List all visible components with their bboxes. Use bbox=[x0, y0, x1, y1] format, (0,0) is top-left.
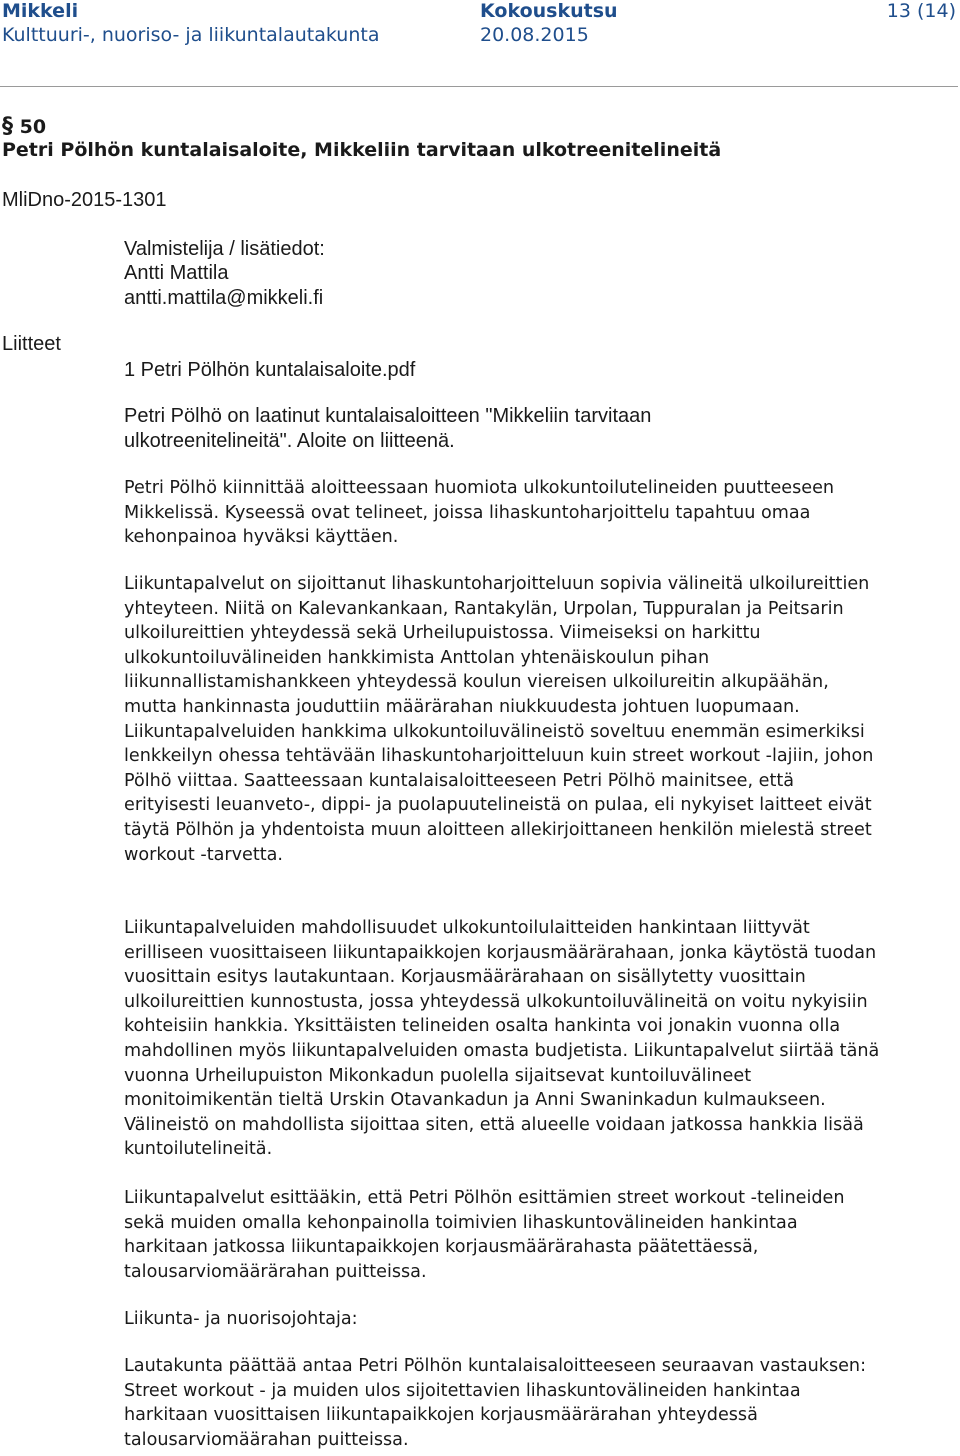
page-number: 13 (14) bbox=[886, 0, 956, 22]
attachment-item[interactable]: 1 Petri Pölhön kuntalaisaloite.pdf bbox=[124, 359, 416, 381]
paragraph-1: Petri Pölhö on laatinut kuntalaisaloitteen "Mikkeliin tarvitaan ulkotreenitelineitä". Aloite on liitteenä. bbox=[124, 405, 652, 452]
diary-number: MliDno-2015-1301 bbox=[2, 189, 167, 211]
meeting-date: 20.08.2015 bbox=[480, 24, 589, 46]
paragraph-3: Liikuntapalvelut on sijoittanut lihaskuntoharjoitteluun sopivia välineitä ulkoilureittien yhteyteen. Niitä on Kalevankankaan, Rantakylän, Urpolan, Tuppuralan ja Peitsarin ulkoilureittien yhteydessä sekä Urheilupuistossa. Viimeiseksi on harkittu ulkokuntoiluvälineiden hankkimista Anttolan yhtenäiskoulun pihan liikunnallistamishankkeen yhteydessä koulun viereisen ulkoilureitin alkupäähän, mutta hankinnasta jouduttiin määrärahan niukkuudesta johtuen luopumaan. Liikuntapalveluiden hankkima ulkokuntoiluvälineistö soveltuu enemmän esimerkiksi lenkkeilyn ohessa tehtävään lihaskuntoharjoitteluun kuin street workout -lajiin, johon Pölhö viittaa. Saatteessaan kuntalaisaloitteeseen Petri Pölhö mainitsee, että erityisesti leuanveto-, dippi- ja puolapuutelineistä on pulaa, eli nykyiset laitteet eivät täytä Pölhön ja yhdentoista muun aloitteen allekirjoittaneen henkilön mielestä street workout -tarvetta. bbox=[124, 574, 874, 865]
document-type: Kokouskutsu bbox=[480, 0, 618, 22]
header-divider bbox=[0, 86, 958, 87]
organization-name: Mikkeli bbox=[2, 0, 79, 22]
section-symbol: § bbox=[2, 114, 13, 139]
section-heading bbox=[2, 114, 46, 139]
preparer-name: Antti Mattila bbox=[124, 262, 229, 284]
committee-name: Kulttuuri-, nuoriso- ja liikuntalautakunta bbox=[2, 24, 380, 46]
section-number: 50 bbox=[19, 116, 47, 138]
preparer-label: Valmistelija / lisätiedot: bbox=[124, 238, 325, 260]
section-title: Petri Pölhön kuntalaisaloite, Mikkeliin tarvitaan ulkotreenitelineitä bbox=[2, 139, 722, 161]
preparer-email: antti.mattila@mikkeli.fi bbox=[124, 287, 324, 309]
paragraph-5: Liikuntapalvelut esittääkin, että Petri Pölhön esittämien street workout -telineiden sekä muiden omalla kehonpainolla toimivien lihaskuntovälineiden hankintaa harkitaan jatkossa liikuntapaikkojen korjausmäärärahasta päätettäessä, talousarviomäärärahan puitteissa. bbox=[124, 1188, 845, 1282]
paragraph-7-decision: Lautakunta päättää antaa Petri Pölhön kuntalaisaloitteeseen seuraavan vastauksen: Street workout - ja muiden ulos sijoitettavien lihaskuntovälineiden hankintaa harkitaan vuosittaisen liikuntapaikkojen korjausmäärärahan yhteydessä talousarviomäärahan puitteissa. bbox=[124, 1356, 867, 1450]
paragraph-2: Petri Pölhö kiinnittää aloitteessaan huomiota ulkokuntoilutelineiden puutteeseen Mikkelissä. Kyseessä ovat telineet, joissa lihaskuntoharjoittelu tapahtuu omaa kehonpainoa hyväksi käyttäen. bbox=[124, 478, 835, 548]
paragraph-4: Liikuntapalveluiden mahdollisuudet ulkokuntoilulaitteiden hankintaan liittyvät erilliseen vuosittaiseen liikuntapaikkojen korjausmäärärahaan, jonka käytöstä tuodan vuosittain esitys lautakuntaan. Korjausmäärärahaan on sisällytetty vuosittain ulkoilureittien kunnostusta, jossa yhteydessä ulkokuntoiluvälineitä on voitu nykyisiin kohteisiin hankkia. Yksittäisten telineiden osalta hankinta voi jonakin vuonna olla mahdollinen myös liikuntapalveluiden omasta budjetista. Liikuntapalvelut siirtää tänä vuonna Urheilupuiston Mikonkadun puolella sijaitsevat kuntoiluvälineet monitoimikentän tieltä Urskin Otavankadun ja Anni Swaninkadun kulmaukseen. Välineistö on mahdollista sijoittaa siten, että alueelle voidaan jatkossa hankkia lisää kuntoilutelineitä. bbox=[124, 918, 880, 1160]
attachments-label: Liitteet bbox=[2, 333, 61, 355]
paragraph-6-signatory: Liikunta- ja nuorisojohtaja: bbox=[124, 1309, 358, 1329]
